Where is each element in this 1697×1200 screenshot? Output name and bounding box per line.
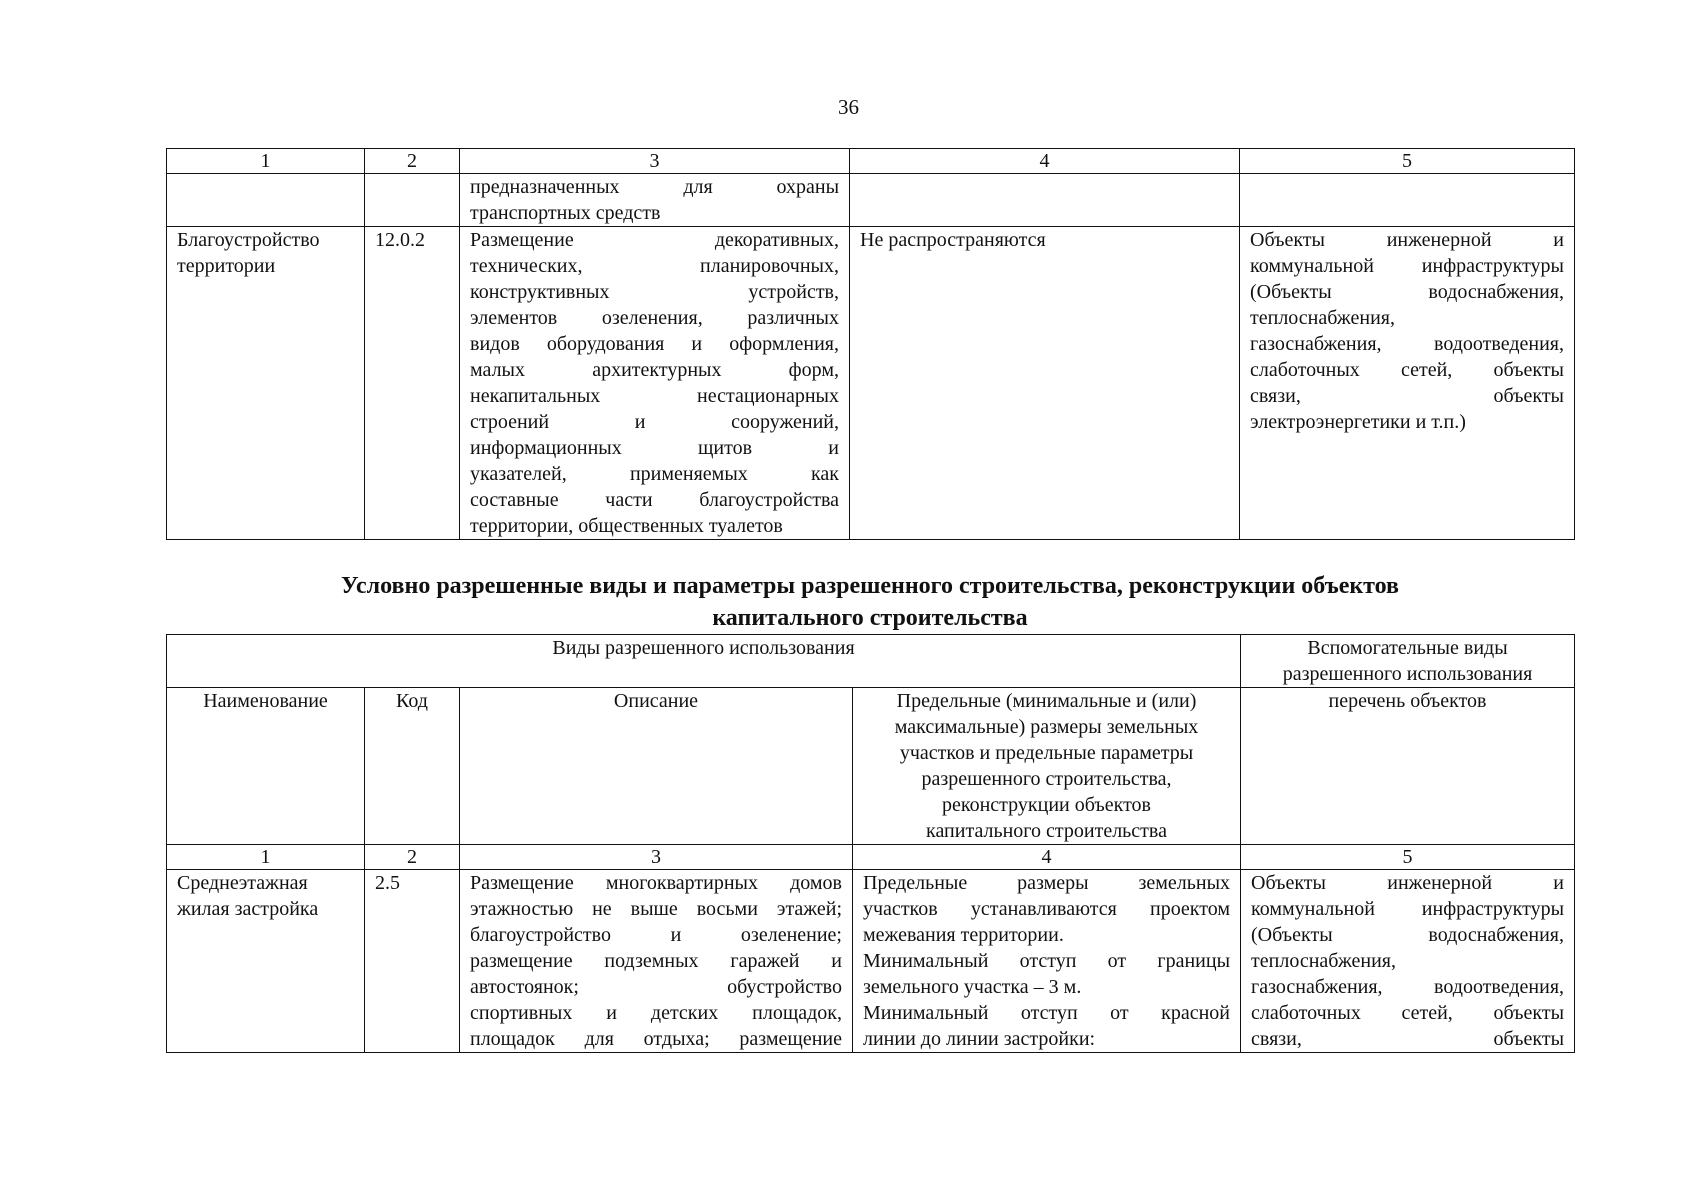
desc-line: транспортных средств: [470, 202, 661, 224]
table-row-midrise-housing: [167, 870, 1575, 1053]
params-line: Минимальный отступ от границы: [863, 950, 1231, 972]
desc-line: конструктивных устройств,: [470, 281, 839, 303]
params-line: Предельные размеры земельных: [863, 872, 1231, 894]
aux-line: коммунальной инфраструктуры: [1250, 255, 1564, 277]
aux-header-line: Вспомогательные виды: [1307, 637, 1508, 659]
col-header-name: Наименование: [167, 688, 365, 845]
params-line: земельного участка – 3 м.: [863, 976, 1082, 998]
desc-line: указателей, применяемых как: [470, 463, 839, 485]
desc-line: строений и сооружений,: [470, 411, 839, 433]
col-number-3: 3: [460, 845, 853, 870]
aux-line: связи, объекты: [1250, 385, 1564, 407]
params-header-line: максимальные) размеры земельных: [894, 716, 1199, 738]
desc-line: территории, общественных туалетов: [470, 515, 783, 537]
params-header-line: участков и предельные параметры: [899, 742, 1194, 764]
col-number-1: 1: [167, 845, 365, 870]
params-header-line: Предельные (минимальные и (или): [896, 690, 1197, 712]
use-aux-cell: [1241, 870, 1575, 1053]
column-number-row: [167, 149, 1575, 174]
desc-line: размещение подземных гаражей и: [470, 950, 842, 972]
desc-line: некапитальных нестационарных: [470, 385, 839, 407]
name-line: жилая застройка: [177, 898, 319, 920]
aux-header-cell: [1241, 635, 1575, 688]
params-line: линии до линии застройки:: [863, 1028, 1096, 1050]
col-number-5: 5: [1241, 845, 1575, 870]
cont-desc-cell: [460, 174, 850, 227]
aux-line: Объекты инженерной и: [1250, 229, 1564, 251]
col-header-params: [853, 688, 1241, 845]
desc-line: благоустройство и озеленение;: [470, 924, 842, 946]
column-number-row: [167, 845, 1575, 870]
cont-code-cell: [365, 174, 460, 227]
aux-line: электроэнергетики и т.п.): [1250, 411, 1466, 433]
name-line: территории: [177, 255, 276, 277]
params-line: участков устанавливаются проектом: [863, 898, 1231, 920]
aux-line: слаботочных сетей, объекты: [1250, 359, 1564, 381]
page-number: 36: [838, 95, 859, 119]
name-line: Благоустройство: [177, 229, 320, 251]
aux-header-line: разрешенного использования: [1282, 663, 1533, 685]
group-header-cell: Виды разрешенного использования: [167, 635, 1241, 688]
name-line: Среднеэтажная: [177, 872, 308, 894]
section-title-line: Условно разрешенные виды и параметры разрешенного строительства, реконструкции объектов: [340, 573, 1400, 599]
use-params-cell: [853, 870, 1241, 1053]
use-name-cell: [167, 227, 365, 540]
desc-line: площадок для отдыха; размещение: [470, 1028, 842, 1050]
desc-line: информационных щитов и: [470, 437, 839, 459]
col-number-2: 2: [365, 149, 460, 174]
col-number-4: 4: [853, 845, 1241, 870]
aux-line: газоснабжения, водоотведения,: [1250, 333, 1564, 355]
aux-line: теплоснабжения,: [1251, 950, 1396, 972]
aux-line: теплоснабжения,: [1250, 307, 1395, 329]
cont-aux-cell: [1240, 174, 1575, 227]
desc-line: технических, планировочных,: [470, 255, 839, 277]
desc-line: Размещение многоквартирных домов: [470, 872, 842, 894]
desc-line: этажностью не выше восьми этажей;: [470, 898, 842, 920]
use-params-cell: Не распространяются: [850, 227, 1240, 540]
col-number-3: 3: [460, 149, 850, 174]
desc-line: элементов озеленения, различных: [470, 307, 839, 329]
desc-line: предназначенных для охраны: [470, 176, 839, 198]
use-name-cell: [167, 870, 365, 1053]
col-header-code: Код: [365, 688, 460, 845]
section-title: [166, 570, 1574, 634]
aux-line: Объекты инженерной и: [1251, 872, 1565, 894]
col-number-5: 5: [1240, 149, 1575, 174]
aux-line: связи, объекты: [1251, 1028, 1565, 1050]
col-number-4: 4: [850, 149, 1240, 174]
params-header-line: реконструкции объектов: [942, 794, 1151, 816]
group-header-row: [167, 635, 1575, 688]
params-header-line: разрешенного строительства,: [921, 768, 1172, 790]
desc-line: составные части благоустройства: [470, 489, 839, 511]
use-desc-cell: [460, 227, 850, 540]
use-code-cell: 12.0.2: [365, 227, 460, 540]
col-number-1: 1: [167, 149, 365, 174]
cont-name-cell: [167, 174, 365, 227]
table-row-continuation: [167, 174, 1575, 227]
use-desc-cell: [460, 870, 853, 1053]
desc-line: Размещение декоративных,: [470, 229, 839, 251]
desc-line: малых архитектурных форм,: [470, 359, 839, 381]
section-title-line: капитального строительства: [712, 605, 1028, 631]
col-header-aux: перечень объектов: [1241, 688, 1575, 845]
conditional-uses-table: [166, 634, 1575, 1053]
column-header-row: [167, 688, 1575, 845]
desc-line: автостоянок; обустройство: [470, 976, 842, 998]
col-header-desc: Описание: [460, 688, 853, 845]
use-aux-cell: [1240, 227, 1575, 540]
aux-line: (Объекты водоснабжения,: [1251, 924, 1565, 946]
params-line: межевания территории.: [863, 924, 1064, 946]
table-row-improvement: [167, 227, 1575, 540]
permitted-uses-table-continued: [166, 148, 1575, 540]
use-code-cell: 2.5: [365, 870, 460, 1053]
cont-params-cell: [850, 174, 1240, 227]
aux-line: газоснабжения, водоотведения,: [1251, 976, 1565, 998]
params-header-line: капитального строительства: [926, 820, 1167, 842]
aux-line: (Объекты водоснабжения,: [1250, 281, 1564, 303]
desc-line: видов оборудования и оформления,: [470, 333, 839, 355]
aux-line: слаботочных сетей, объекты: [1251, 1002, 1565, 1024]
params-line: Минимальный отступ от красной: [863, 1002, 1231, 1024]
desc-line: спортивных и детских площадок,: [470, 1002, 842, 1024]
aux-line: коммунальной инфраструктуры: [1251, 898, 1565, 920]
col-number-2: 2: [365, 845, 460, 870]
